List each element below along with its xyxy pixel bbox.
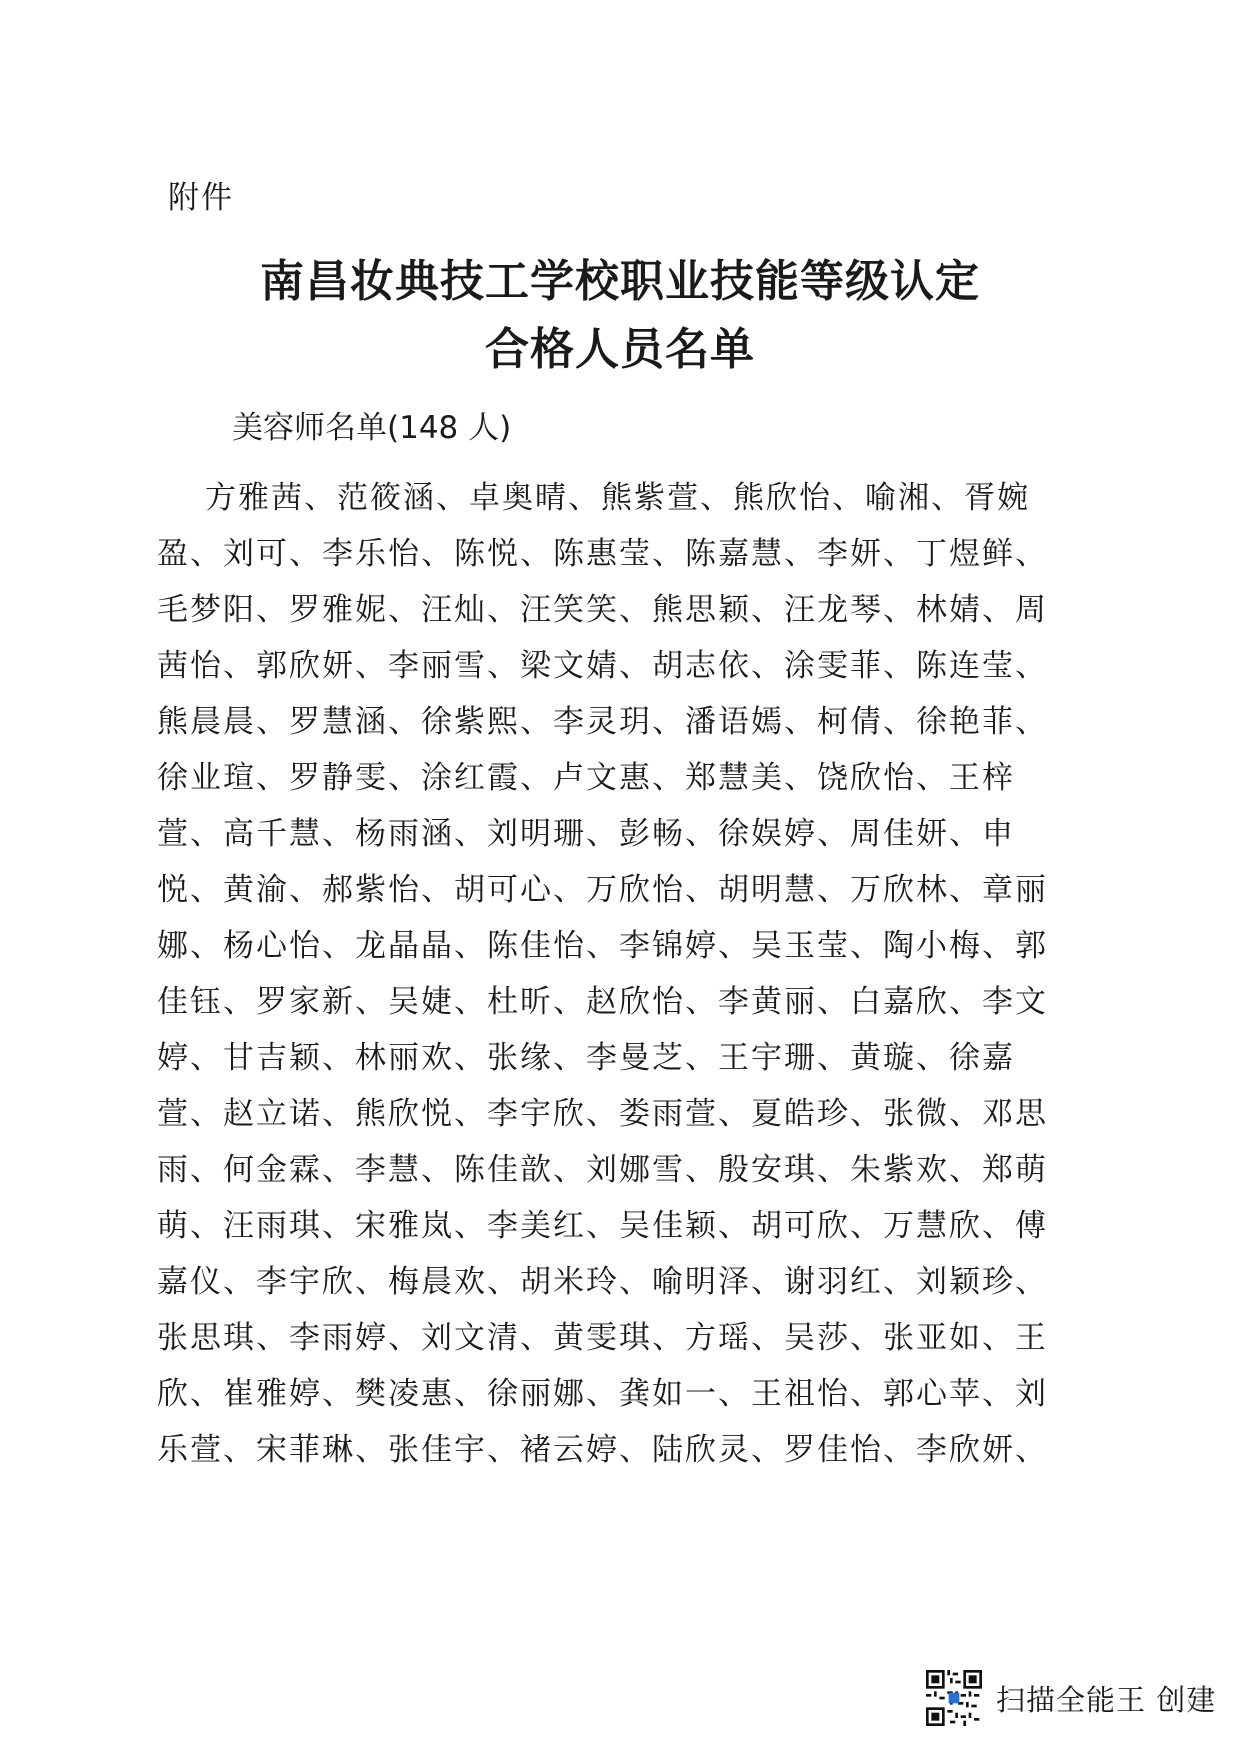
name-line: 萱、赵立诺、熊欣悦、李宇欣、娄雨萱、夏皓珍、张微、邓思 [157,1096,1048,1132]
qr-code-icon [926,1670,982,1726]
name-line: 佳钰、罗家新、吴婕、杜昕、赵欣怡、李黄丽、白嘉欣、李文 [157,984,1048,1020]
section-heading: 美容师名单(148 人) [232,410,512,446]
name-line: 熊晨晨、罗慧涵、徐紫熙、李灵玥、潘语嫣、柯倩、徐艳菲、 [157,704,1048,740]
document-title-line1: 南昌妆典技工学校职业技能等级认定 [260,256,980,307]
name-line: 娜、杨心怡、龙晶晶、陈佳怡、李锦婷、吴玉莹、陶小梅、郭 [157,928,1048,964]
name-line: 张思琪、李雨婷、刘文清、黄雯琪、方瑶、吴莎、张亚如、王 [157,1320,1048,1356]
name-line: 茜怡、郭欣妍、李丽雪、梁文婧、胡志依、涂雯菲、陈连莹、 [157,648,1048,684]
name-line: 雨、何金霖、李慧、陈佳歆、刘娜雪、殷安琪、朱紫欢、郑萌 [157,1152,1048,1188]
camscanner-brand-text: 扫描全能王 创建 [996,1682,1217,1717]
camscanner-watermark [926,1663,1216,1733]
attachment-label: 附件 [168,180,234,216]
name-line: 悦、黄渝、郝紫怡、胡可心、万欣怡、胡明慧、万欣林、章丽 [157,872,1048,908]
name-line: 萱、高千慧、杨雨涵、刘明珊、彭畅、徐娱婷、周佳妍、申 [157,816,1015,852]
name-line: 盈、刘可、李乐怡、陈悦、陈惠莹、陈嘉慧、李妍、丁煜鲜、 [157,536,1048,572]
name-line: 毛梦阳、罗雅妮、汪灿、汪笑笑、熊思颖、汪龙琴、林婧、周 [157,592,1048,628]
name-line: 婷、甘吉颖、林丽欢、张缘、李曼芝、王宇珊、黄璇、徐嘉 [157,1040,1015,1076]
name-line: 嘉仪、李宇欣、梅晨欢、胡米玲、喻明泽、谢羽红、刘颖珍、 [157,1264,1048,1300]
name-line: 欣、崔雅婷、樊凌惠、徐丽娜、龚如一、王祖怡、郭心苹、刘 [157,1376,1048,1412]
name-line: 徐业瑄、罗静雯、涂红霞、卢文惠、郑慧美、饶欣怡、王梓 [157,760,1015,796]
document-title-line2: 合格人员名单 [485,324,755,375]
name-line: 萌、汪雨琪、宋雅岚、李美红、吴佳颖、胡可欣、万慧欣、傅 [157,1208,1048,1244]
name-list [157,470,1048,1478]
name-line: 方雅茜、范筱涵、卓奥晴、熊紫萱、熊欣怡、喻湘、胥婉 [205,480,1030,516]
name-line: 乐萱、宋菲琳、张佳宇、褚云婷、陆欣灵、罗佳怡、李欣妍、 [157,1432,1048,1468]
